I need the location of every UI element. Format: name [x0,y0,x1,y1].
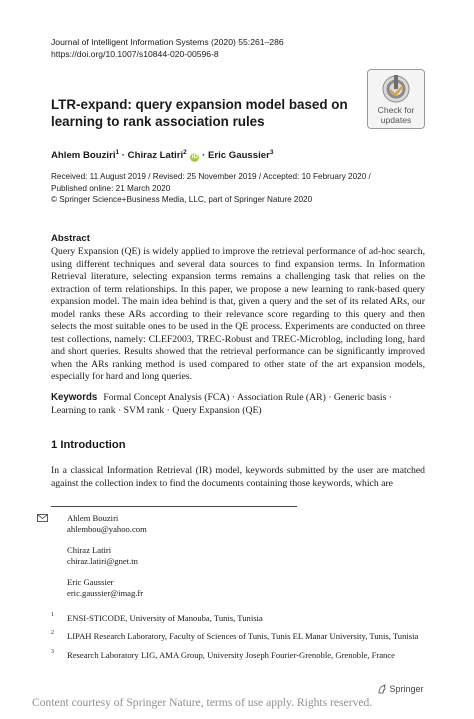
introduction-text: In a classical Information Retrieval (IR) model, keywords submitted by the user are matched against the collection index to find the documents containing those keywords, which are [51,465,425,489]
published-date: Published online: 21 March 2020 [51,183,171,193]
affiliation-ref: 1 [115,149,120,156]
contact-entry [67,513,147,536]
abstract-text: Query Expansion (QE) is widely applied to improve the retrieval performance of ad-hoc search, using different techniques and several data sources to find expansion terms. In Information Retrieval literature, selecting expansion terms remains a challenging task that relies on the extraction of term relationships. In this paper, we propose a new learning to rank-based query expansion model. The main idea behind is that, given a query and the set of its related ARs, our model ranks these ARs according to their relevance score regarding to this query and then selects the most suitable ones to be used in the QE process. Experiments are conducted on three test collections, namely: CLEF2003, TREC-Robust and TREC-Microblog, including long, hard and short queries. Results showed that the retrieval performance can be significantly improved when the ARs ranking method is used compared to other state of the art expansion models, especially for hard and long queries. [51,246,425,383]
contact-name: Chiraz Latiri [67,544,112,555]
publisher-name: Springer [389,684,424,694]
publisher-logo [377,684,424,694]
affiliation-number: 1 [51,612,54,618]
corresponding-contacts [67,513,147,608]
affiliation-ref: 2 [183,149,187,156]
contact-email[interactable]: chiraz.latiri@gnet.tn [67,556,138,567]
author-name[interactable]: Ahlem Bouziri [51,150,116,162]
journal-header [51,37,284,60]
contact-email[interactable]: eric.gaussier@imag.fr [67,588,144,599]
affiliation-text: LIPAH Research Laboratory, Faculty of Sciences of Tunis, Tunis EL Manar University, Tunis, Tunisia [67,631,419,642]
copyright-line: © Springer Science+Business Media, LLC, part of Springer Nature 2020 [51,195,313,205]
publication-dates [51,171,371,206]
springer-horse-icon [377,684,387,694]
affiliation-entry [51,650,425,661]
author-list [51,149,273,162]
affiliation-entry [51,631,425,642]
affiliation-text: Research Laboratory LIG, AMA Group, University Joseph Fourier-Grenoble, Grenoble, France [67,649,395,660]
contact-name: Eric Gaussier [67,576,114,587]
affiliation-number: 2 [51,630,54,637]
section-heading: 1 Introduction [51,439,126,451]
affiliation-entry [51,613,425,624]
envelope-icon [37,514,48,522]
keywords-text: Formal Concept Analysis (FCA) · Association Rule (AR) · Generic basis · Learning to rank · SVM rank · Query Expansion (QE) [51,392,393,416]
author-separator: · [202,150,206,162]
badge-label: Check for updates [377,105,415,125]
author-name[interactable]: Chiraz Latiri [127,150,184,162]
journal-citation: Journal of Intelligent Information Systems (2020) 55:261–286 [51,37,284,47]
affiliation-text: ENSI-STICODE, University of Manouba, Tunis, Tunisia [67,613,263,623]
affiliation-ref: 3 [269,149,274,156]
keywords-block [51,392,425,417]
contact-entry [67,577,147,600]
doi-link[interactable]: https://doi.org/10.1007/s10844-020-00596-8 [51,48,219,59]
orcid-icon[interactable]: iD [191,154,198,161]
check-for-updates-badge[interactable] [367,69,425,129]
footnote-divider [51,506,297,507]
author-separator: · [121,150,125,162]
received-dates: Received: 11 August 2019 / Revised: 25 November 2019 / Accepted: 10 February 2020 / [51,172,371,181]
affiliations-list [51,613,425,668]
contact-email[interactable]: ahlembou@yahoo.com [67,524,147,535]
crossmark-icon [381,74,411,104]
abstract-heading: Abstract [51,233,90,244]
paper-title: LTR-expand: query expansion model based on learning to rank association rules [51,97,348,129]
affiliation-number: 3 [51,648,54,655]
contact-entry [67,545,147,568]
courtesy-watermark: Content courtesy of Springer Nature, terms of use apply. Rights reserved. [32,696,373,709]
contact-name: Ahlem Bouziri [67,513,119,523]
author-name[interactable]: Eric Gaussier [207,150,270,162]
keywords-label: Keywords [51,392,98,403]
